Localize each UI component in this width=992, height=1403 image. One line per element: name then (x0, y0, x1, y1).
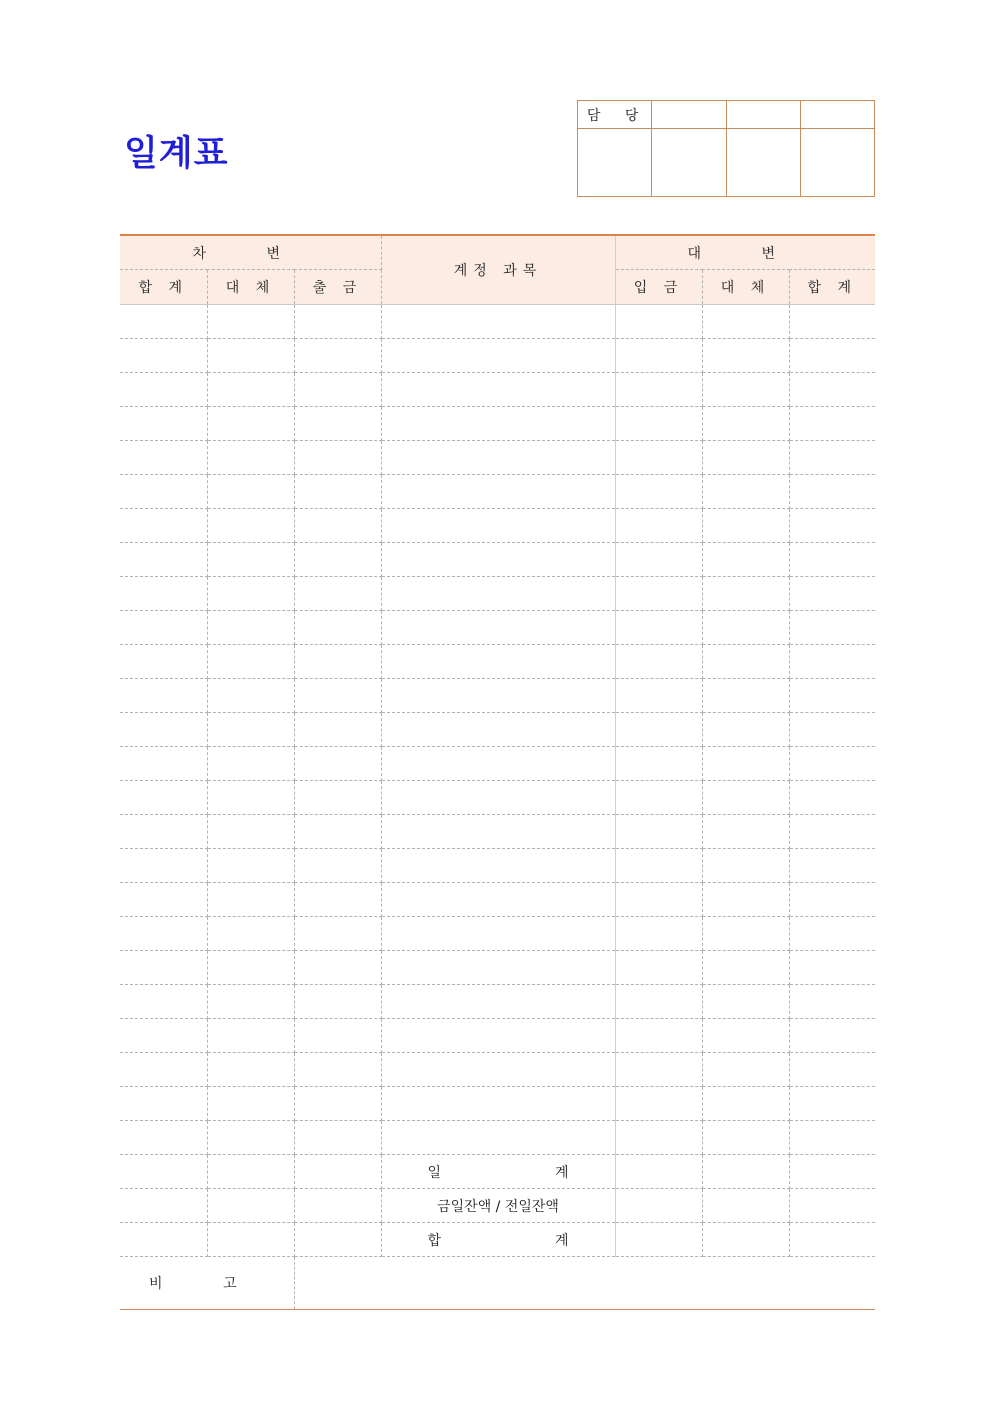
ledger-row (120, 849, 875, 883)
balance-label: 금일잔액 / 전일잔액 (381, 1189, 615, 1223)
ledger-cell[interactable] (702, 1087, 789, 1121)
ledger-cell[interactable] (120, 1121, 207, 1155)
ledger-cell[interactable] (207, 339, 294, 373)
ledger-cell[interactable] (120, 339, 207, 373)
ledger-cell[interactable] (702, 407, 789, 441)
ledger-cell[interactable] (702, 1189, 789, 1223)
ledger-cell[interactable] (294, 611, 381, 645)
approval-header-cell[interactable] (652, 101, 726, 129)
approval-sign-cell[interactable] (578, 129, 652, 197)
account-cell[interactable] (381, 679, 615, 713)
ledger-row (120, 1087, 875, 1121)
account-cell[interactable] (381, 305, 615, 339)
remark-row (120, 1257, 875, 1310)
ledger-row (120, 781, 875, 815)
ledger-cell[interactable] (702, 815, 789, 849)
ledger-row (120, 407, 875, 441)
ledger-cell[interactable] (207, 815, 294, 849)
ledger-cell[interactable] (207, 1019, 294, 1053)
ledger-row (120, 611, 875, 645)
ledger-cell[interactable] (294, 1087, 381, 1121)
ledger-cell[interactable] (207, 713, 294, 747)
ledger-cell[interactable] (702, 645, 789, 679)
ledger-cell[interactable] (120, 781, 207, 815)
account-cell[interactable] (381, 951, 615, 985)
ledger-cell[interactable] (615, 475, 702, 509)
ledger-cell[interactable] (294, 407, 381, 441)
ledger-row (120, 475, 875, 509)
ledger-cell[interactable] (294, 441, 381, 475)
account-cell[interactable] (381, 441, 615, 475)
credit-transfer-header: 대 체 (702, 270, 789, 305)
ledger-cell[interactable] (789, 373, 875, 407)
ledger-cell[interactable] (702, 679, 789, 713)
ledger-row (120, 339, 875, 373)
ledger-cell[interactable] (120, 543, 207, 577)
account-cell[interactable] (381, 611, 615, 645)
ledger-cell[interactable] (615, 951, 702, 985)
ledger-cell[interactable] (789, 1019, 875, 1053)
debit-total-header: 합 계 (120, 270, 207, 305)
ledger-cell[interactable] (294, 1121, 381, 1155)
account-cell[interactable] (381, 1121, 615, 1155)
daily-total-label-left: 일 (427, 1164, 442, 1181)
ledger-row (120, 747, 875, 781)
grand-total-label (381, 1223, 615, 1257)
grand-total-label-right: 계 (555, 1232, 569, 1249)
summary-row-total (120, 1223, 875, 1257)
ledger-cell[interactable] (615, 849, 702, 883)
ledger-cell[interactable] (207, 305, 294, 339)
ledger-cell[interactable] (207, 883, 294, 917)
ledger-cell[interactable] (789, 1087, 875, 1121)
ledger-cell[interactable] (702, 849, 789, 883)
account-cell[interactable] (381, 747, 615, 781)
ledger-cell[interactable] (294, 543, 381, 577)
ledger-cell[interactable] (294, 713, 381, 747)
ledger-cell[interactable] (615, 815, 702, 849)
ledger-cell[interactable] (789, 1189, 875, 1223)
account-cell[interactable] (381, 815, 615, 849)
ledger-cell[interactable] (294, 679, 381, 713)
ledger-table (120, 234, 875, 1310)
ledger-cell[interactable] (207, 985, 294, 1019)
ledger-cell[interactable] (789, 815, 875, 849)
ledger-cell[interactable] (120, 985, 207, 1019)
ledger-cell[interactable] (207, 1053, 294, 1087)
ledger-cell[interactable] (207, 441, 294, 475)
ledger-cell[interactable] (702, 543, 789, 577)
ledger-cell[interactable] (615, 1019, 702, 1053)
ledger-row (120, 1053, 875, 1087)
ledger-cell[interactable] (120, 305, 207, 339)
ledger-cell[interactable] (702, 1019, 789, 1053)
account-cell[interactable] (381, 713, 615, 747)
ledger-cell[interactable] (120, 679, 207, 713)
approval-sign-cell[interactable] (726, 129, 800, 197)
ledger-cell[interactable] (207, 1189, 294, 1223)
account-cell[interactable] (381, 373, 615, 407)
ledger-cell[interactable] (789, 1121, 875, 1155)
ledger-cell[interactable] (120, 407, 207, 441)
ledger-cell[interactable] (702, 985, 789, 1019)
ledger-row (120, 713, 875, 747)
ledger-cell[interactable] (615, 645, 702, 679)
approval-label: 담 당 (578, 101, 652, 129)
ledger-cell[interactable] (294, 1223, 381, 1257)
ledger-cell[interactable] (615, 577, 702, 611)
ledger-cell[interactable] (120, 747, 207, 781)
ledger-cell[interactable] (294, 1053, 381, 1087)
ledger-cell[interactable] (789, 1053, 875, 1087)
ledger-cell[interactable] (207, 509, 294, 543)
ledger-cell[interactable] (615, 1223, 702, 1257)
ledger-cell[interactable] (702, 747, 789, 781)
ledger-row (120, 373, 875, 407)
ledger-cell[interactable] (702, 373, 789, 407)
ledger-cell[interactable] (789, 951, 875, 985)
ledger-cell[interactable] (294, 1155, 381, 1189)
ledger-cell[interactable] (789, 577, 875, 611)
approval-box (577, 100, 875, 197)
ledger-cell[interactable] (615, 339, 702, 373)
ledger-cell[interactable] (207, 645, 294, 679)
ledger-cell[interactable] (207, 679, 294, 713)
ledger-cell[interactable] (615, 305, 702, 339)
account-cell[interactable] (381, 1053, 615, 1087)
ledger-cell[interactable] (615, 747, 702, 781)
ledger-cell[interactable] (702, 441, 789, 475)
ledger-cell[interactable] (120, 1189, 207, 1223)
ledger-cell[interactable] (294, 917, 381, 951)
ledger-cell[interactable] (294, 475, 381, 509)
ledger-cell[interactable] (789, 713, 875, 747)
credit-total-header: 합 계 (789, 270, 875, 305)
ledger-cell[interactable] (120, 883, 207, 917)
ledger-row (120, 543, 875, 577)
daily-total-label (381, 1155, 615, 1189)
account-cell[interactable] (381, 883, 615, 917)
ledger-cell[interactable] (207, 781, 294, 815)
ledger-cell[interactable] (789, 645, 875, 679)
ledger-cell[interactable] (207, 407, 294, 441)
ledger-cell[interactable] (789, 611, 875, 645)
approval-sign-cell[interactable] (800, 129, 874, 197)
approval-header-cell[interactable] (800, 101, 874, 129)
ledger-cell[interactable] (702, 577, 789, 611)
ledger-cell[interactable] (207, 543, 294, 577)
ledger-cell[interactable] (789, 781, 875, 815)
ledger-row (120, 1019, 875, 1053)
account-cell[interactable] (381, 849, 615, 883)
ledger-cell[interactable] (789, 407, 875, 441)
account-cell[interactable] (381, 339, 615, 373)
ledger-cell[interactable] (120, 373, 207, 407)
ledger-cell[interactable] (789, 917, 875, 951)
summary-row-daily (120, 1155, 875, 1189)
account-cell[interactable] (381, 917, 615, 951)
ledger-cell[interactable] (702, 917, 789, 951)
ledger-cell[interactable] (789, 509, 875, 543)
ledger-cell[interactable] (702, 509, 789, 543)
ledger-row (120, 509, 875, 543)
credit-group-header: 대 변 (615, 235, 875, 270)
ledger-cell[interactable] (615, 917, 702, 951)
ledger-cell[interactable] (615, 441, 702, 475)
ledger-cell[interactable] (702, 611, 789, 645)
ledger-cell[interactable] (120, 509, 207, 543)
ledger-cell[interactable] (615, 781, 702, 815)
ledger-row (120, 883, 875, 917)
ledger-cell[interactable] (120, 577, 207, 611)
ledger-cell[interactable] (702, 1223, 789, 1257)
ledger-cell[interactable] (207, 747, 294, 781)
ledger-cell[interactable] (615, 1053, 702, 1087)
approval-sign-cell[interactable] (652, 129, 726, 197)
account-cell[interactable] (381, 1087, 615, 1121)
ledger-cell[interactable] (702, 339, 789, 373)
ledger-cell[interactable] (207, 917, 294, 951)
ledger-cell[interactable] (120, 611, 207, 645)
daily-total-label-right: 계 (555, 1164, 569, 1181)
debit-group-header: 차 변 (120, 235, 381, 270)
ledger-cell[interactable] (294, 951, 381, 985)
ledger-cell[interactable] (207, 849, 294, 883)
debit-withdrawal-header: 출 금 (294, 270, 381, 305)
ledger-cell[interactable] (207, 475, 294, 509)
ledger-cell[interactable] (294, 509, 381, 543)
ledger-cell[interactable] (120, 441, 207, 475)
ledger-cell[interactable] (615, 611, 702, 645)
ledger-cell[interactable] (615, 407, 702, 441)
ledger-cell[interactable] (207, 1223, 294, 1257)
ledger-cell[interactable] (207, 611, 294, 645)
account-cell[interactable] (381, 475, 615, 509)
ledger-cell[interactable] (789, 1155, 875, 1189)
ledger-cell[interactable] (615, 883, 702, 917)
ledger-cell[interactable] (294, 339, 381, 373)
ledger-cell[interactable] (120, 1087, 207, 1121)
ledger-cell[interactable] (702, 781, 789, 815)
ledger-row (120, 305, 875, 339)
ledger-cell[interactable] (789, 1223, 875, 1257)
account-cell[interactable] (381, 985, 615, 1019)
ledger-cell[interactable] (120, 1019, 207, 1053)
ledger-row (120, 577, 875, 611)
ledger-cell[interactable] (294, 577, 381, 611)
ledger-cell[interactable] (207, 951, 294, 985)
account-cell[interactable] (381, 781, 615, 815)
page-title: 일계표 (124, 134, 229, 174)
ledger-cell[interactable] (789, 475, 875, 509)
remark-label: 비 고 (120, 1257, 294, 1310)
ledger-cell[interactable] (294, 849, 381, 883)
ledger-cell[interactable] (789, 305, 875, 339)
ledger-cell[interactable] (294, 1019, 381, 1053)
summary-row-balance (120, 1189, 875, 1223)
ledger-row (120, 645, 875, 679)
ledger-cell[interactable] (120, 475, 207, 509)
ledger-cell[interactable] (615, 1155, 702, 1189)
ledger-cell[interactable] (615, 1087, 702, 1121)
ledger-row (120, 441, 875, 475)
ledger-cell[interactable] (702, 1121, 789, 1155)
account-cell[interactable] (381, 543, 615, 577)
ledger-cell[interactable] (615, 679, 702, 713)
ledger-cell[interactable] (615, 713, 702, 747)
ledger-cell[interactable] (615, 373, 702, 407)
ledger-cell[interactable] (120, 645, 207, 679)
account-header: 계정 과목 (381, 235, 615, 305)
ledger-cell[interactable] (615, 985, 702, 1019)
account-cell[interactable] (381, 407, 615, 441)
ledger-cell[interactable] (294, 883, 381, 917)
ledger-cell[interactable] (615, 509, 702, 543)
ledger-cell[interactable] (702, 951, 789, 985)
ledger-cell[interactable] (789, 339, 875, 373)
ledger-row (120, 679, 875, 713)
grand-total-label-left: 합 (427, 1232, 442, 1249)
ledger-cell[interactable] (789, 747, 875, 781)
ledger-cell[interactable] (702, 713, 789, 747)
ledger-row (120, 985, 875, 1019)
ledger-cell[interactable] (120, 1223, 207, 1257)
ledger-cell[interactable] (789, 441, 875, 475)
ledger-cell[interactable] (207, 1155, 294, 1189)
credit-deposit-header: 입 금 (615, 270, 702, 305)
ledger-cell[interactable] (702, 1155, 789, 1189)
account-cell[interactable] (381, 645, 615, 679)
ledger-cell[interactable] (294, 985, 381, 1019)
ledger-cell[interactable] (120, 917, 207, 951)
ledger-cell[interactable] (294, 1189, 381, 1223)
ledger-cell[interactable] (207, 373, 294, 407)
debit-transfer-header: 대 체 (207, 270, 294, 305)
ledger-row (120, 815, 875, 849)
ledger-cell[interactable] (615, 1189, 702, 1223)
ledger-cell[interactable] (207, 577, 294, 611)
ledger-cell[interactable] (789, 985, 875, 1019)
ledger-row (120, 917, 875, 951)
ledger-cell[interactable] (120, 815, 207, 849)
ledger-cell[interactable] (294, 645, 381, 679)
ledger-cell[interactable] (294, 373, 381, 407)
account-cell[interactable] (381, 509, 615, 543)
ledger-cell[interactable] (615, 1121, 702, 1155)
ledger-cell[interactable] (789, 849, 875, 883)
ledger-cell[interactable] (120, 1155, 207, 1189)
ledger-row (120, 951, 875, 985)
ledger-cell[interactable] (702, 475, 789, 509)
ledger-cell[interactable] (294, 781, 381, 815)
account-cell[interactable] (381, 577, 615, 611)
ledger-body (120, 305, 875, 1310)
remark-field[interactable] (294, 1257, 875, 1310)
ledger-cell[interactable] (789, 543, 875, 577)
ledger-cell[interactable] (207, 1087, 294, 1121)
ledger-cell[interactable] (702, 1053, 789, 1087)
ledger-cell[interactable] (294, 747, 381, 781)
ledger-cell[interactable] (120, 849, 207, 883)
ledger-cell[interactable] (615, 543, 702, 577)
account-cell[interactable] (381, 1019, 615, 1053)
ledger-cell[interactable] (789, 679, 875, 713)
ledger-cell[interactable] (207, 1121, 294, 1155)
ledger-cell[interactable] (702, 883, 789, 917)
ledger-cell[interactable] (789, 883, 875, 917)
approval-header-cell[interactable] (726, 101, 800, 129)
ledger-cell[interactable] (294, 815, 381, 849)
ledger-cell[interactable] (120, 951, 207, 985)
ledger-cell[interactable] (702, 305, 789, 339)
ledger-cell[interactable] (120, 1053, 207, 1087)
ledger-cell[interactable] (120, 713, 207, 747)
ledger-cell[interactable] (294, 305, 381, 339)
ledger-row (120, 1121, 875, 1155)
